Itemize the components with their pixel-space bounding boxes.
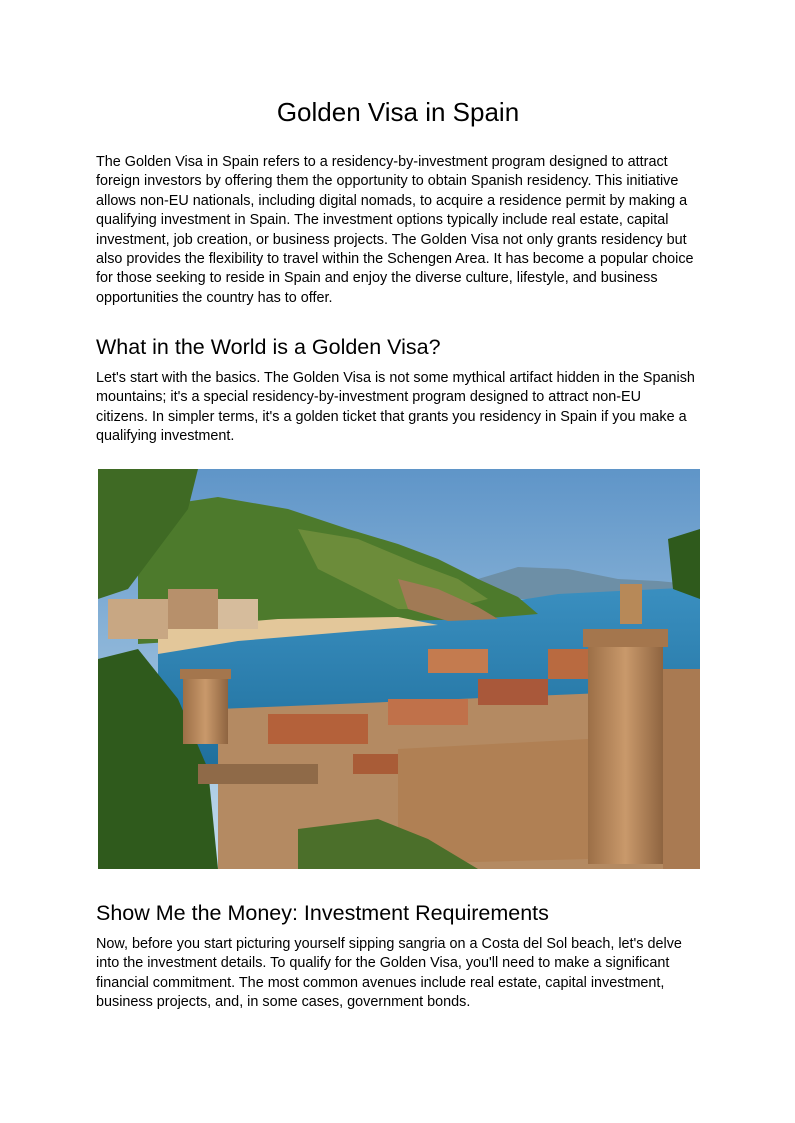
section-heading-investment: Show Me the Money: Investment Requirements — [96, 901, 549, 925]
section-body-investment: Now, before you start picturing yourself sipping sangria on a Costa del Sol beach, let's delve into the investment details. To qualify for the Golden Visa, you'll need to make a significant financial commitment. The most common avenues include real estate, capital investment, business projects, and, in some cases, government bonds. — [96, 936, 682, 1011]
page-title: Golden Visa in Spain — [276, 97, 520, 127]
intro-paragraph: The Golden Visa in Spain refers to a residency-by-investment program designed to attract foreign investors by offering them the opportunity to obtain Spanish residency. This initiative allows non-EU nationals, including digital nomads, to acquire a residence permit by making a qualifying investment in Spain. The investment options typically include real estate, capital investment, job creation, or business projects. The Golden Visa not only grants residency but also provides the flexibility to travel within the Schengen Area. It has become a popular choice for those seeking to reside in Spain and enjoy the diverse culture, lifestyle, and business opportunities the country has to offer. — [96, 154, 694, 306]
section-heading-golden-visa: What in the World is a Golden Visa? — [96, 335, 441, 359]
section-body-golden-visa: Let's start with the basics. The Golden Visa is not some mythical artifact hidden in the Spanish mountains; it's a special residency-by-investment program designed to attract non-EU citizens. In simpler terms, it's a golden ticket that grants you residency in Spain if you make a qualifying investment. — [96, 370, 695, 445]
tossa-de-mar-photo — [98, 469, 700, 869]
